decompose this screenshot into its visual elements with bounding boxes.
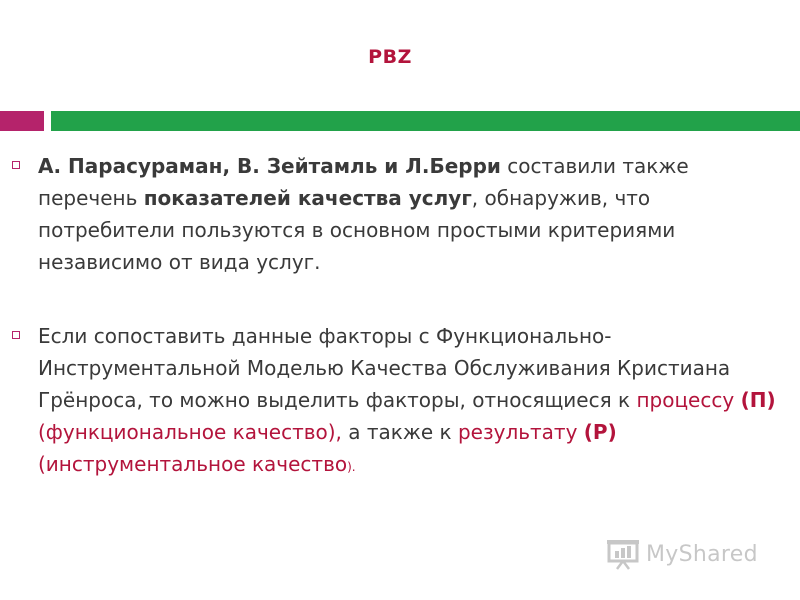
- authors-text: А. Парасураман, В. Зейтамль и Л.Берри: [38, 154, 501, 178]
- slide-title: PBZ: [368, 46, 412, 68]
- slide-content: [12, 150, 792, 483]
- square-bullet-icon: [12, 161, 20, 169]
- emphasis-text: показателей качества услуг: [143, 186, 472, 210]
- bullet-text: а также к: [341, 420, 458, 444]
- square-bullet-icon: [12, 331, 20, 339]
- bullet-text: , обнаружив, что потребители пользуются в основном простыми критериями независимо от вида услуг.: [38, 186, 676, 274]
- result-text: результату: [457, 420, 578, 444]
- bullet-item-2: [12, 320, 792, 483]
- bullet-item-1: [12, 150, 792, 278]
- bullet-text: Если сопоставить данные факторы с Функционально-Инструментальной Моделью Качества Обслуживания Кристиана Грёнроса, то можно выделить факторы, относящиеся к: [38, 324, 731, 412]
- process-code: (П): [740, 388, 776, 412]
- watermark-brand-text: MyShared: [646, 541, 758, 567]
- closing-text: ).: [347, 460, 356, 474]
- header-band-left: [0, 111, 44, 131]
- process-quality-text: (функциональное качество),: [38, 420, 342, 444]
- result-quality-text: (инструментальное качество: [38, 452, 348, 476]
- presentation-board-icon: [606, 538, 640, 570]
- header-band-right: [51, 111, 800, 131]
- watermark-logo: [606, 536, 758, 572]
- result-code: (Р): [583, 420, 617, 444]
- bullet-text: составили также перечень: [38, 154, 689, 210]
- process-text: процессу: [636, 388, 735, 412]
